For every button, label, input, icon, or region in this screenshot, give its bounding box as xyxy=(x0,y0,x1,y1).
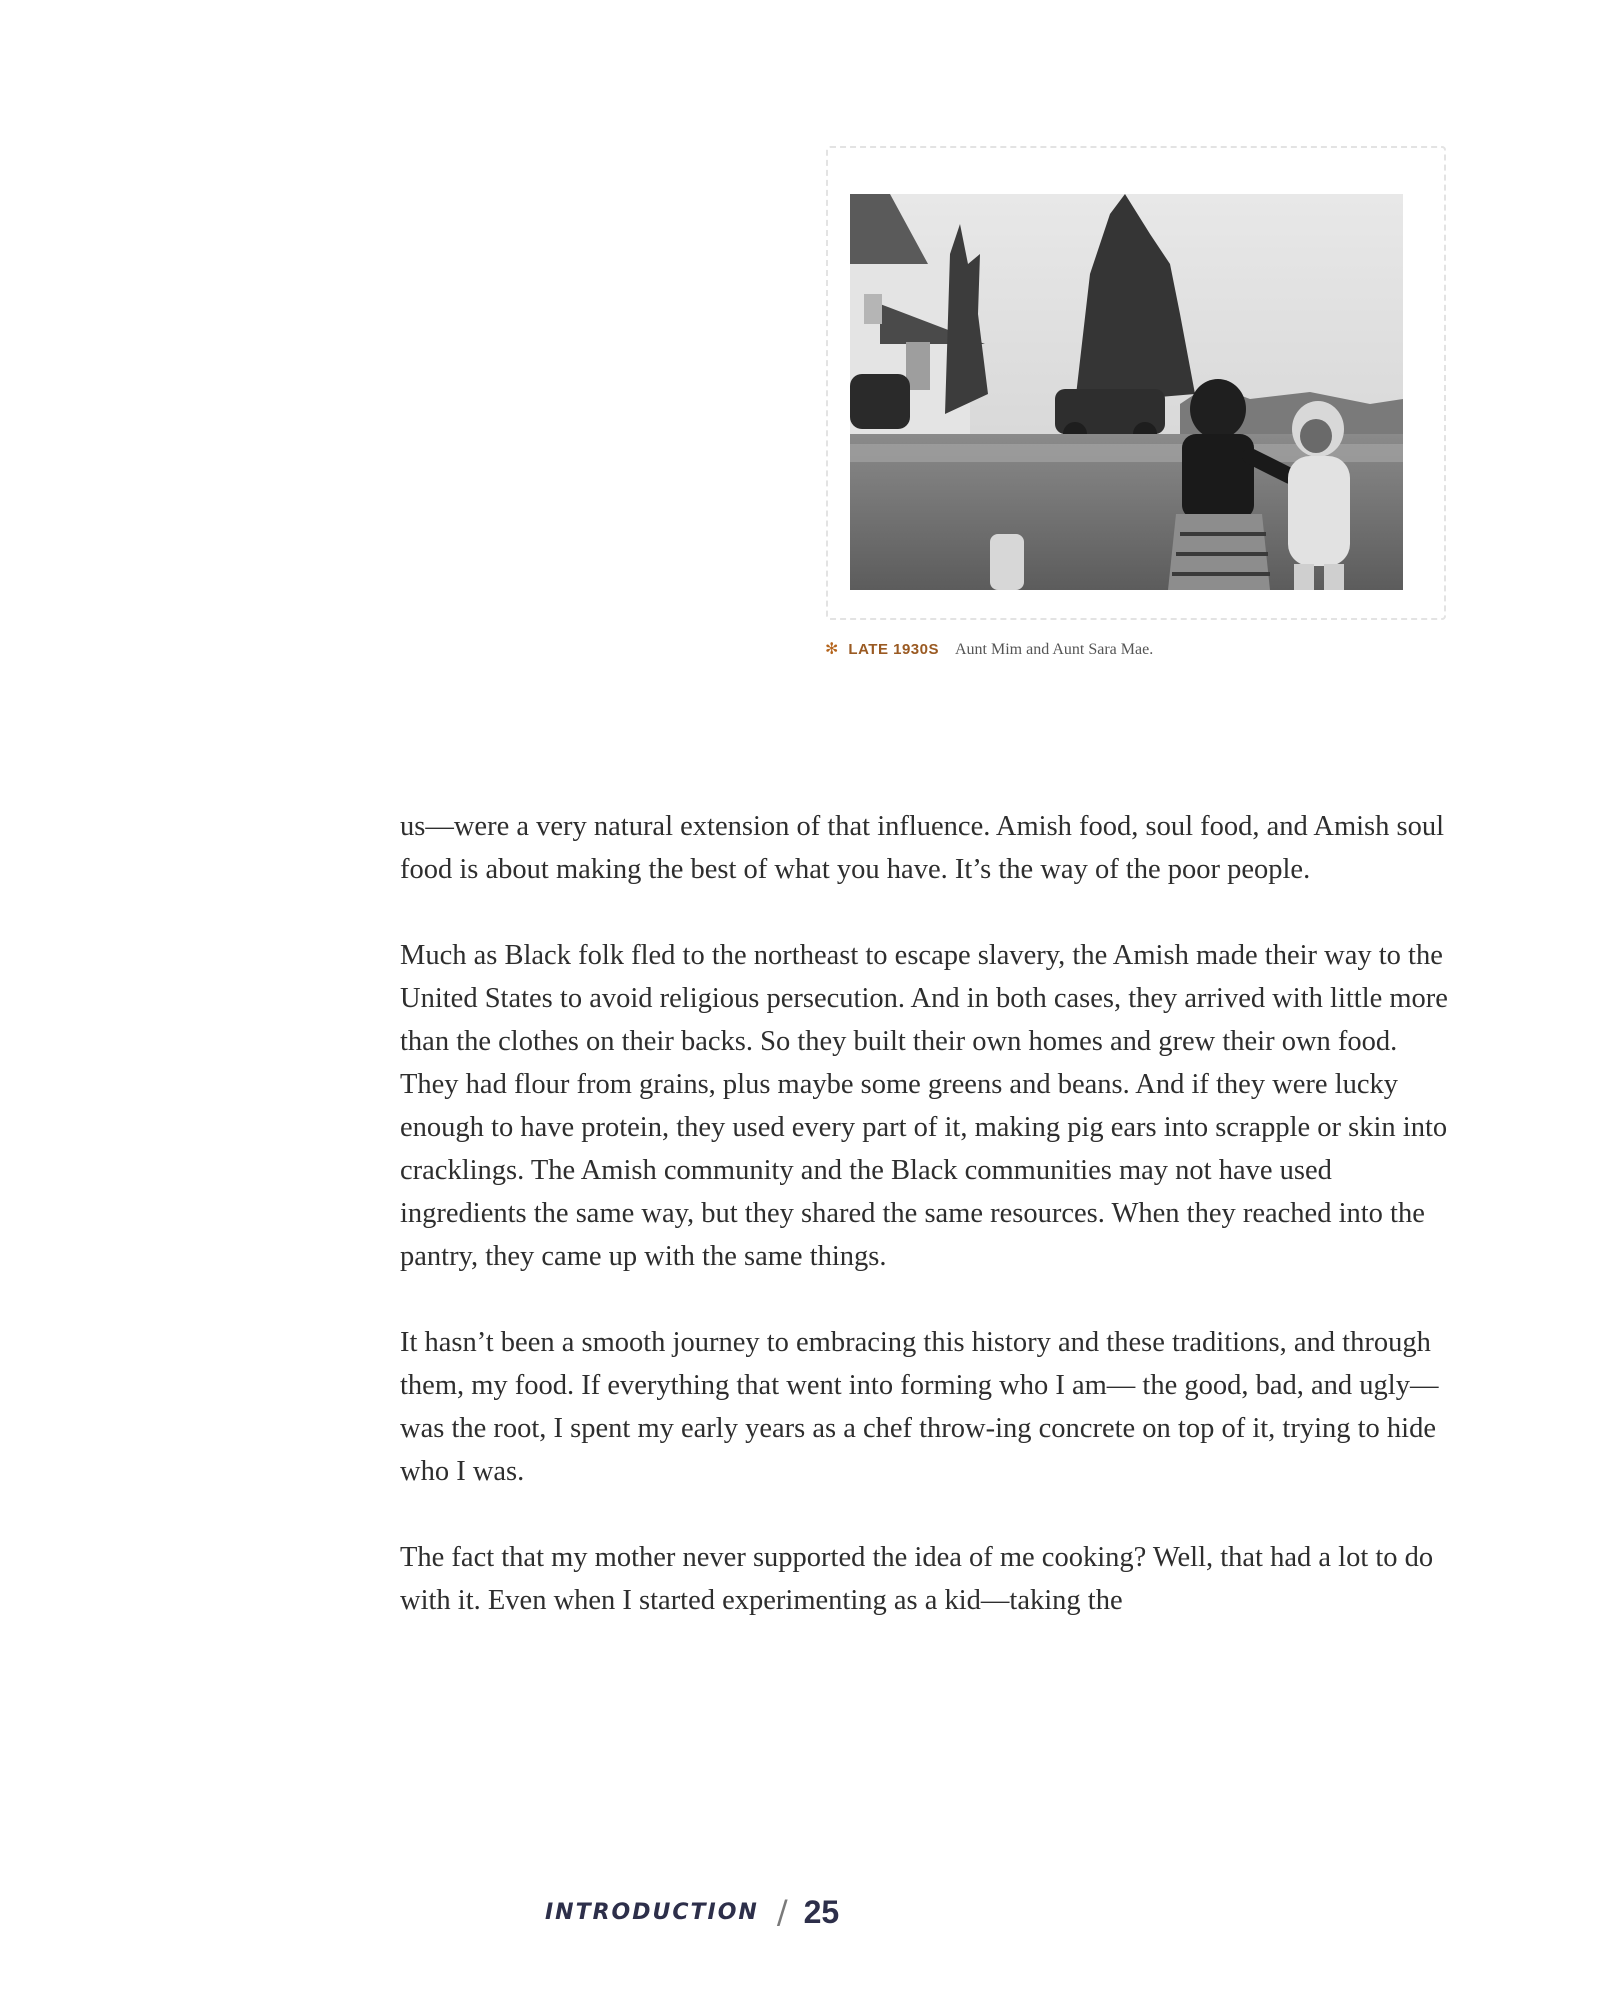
child-1-head xyxy=(1190,379,1246,439)
child-1-body xyxy=(1182,434,1254,519)
caption-era: LATE 1930S xyxy=(848,641,939,658)
paragraph: us—were a very natural extension of that influence. Amish food, soul food, and Amish soul food is about making the best of what you have. It’s the way of the poor people. xyxy=(400,811,1445,885)
page-number: 25 xyxy=(803,1893,840,1930)
child-2-body xyxy=(1288,456,1350,566)
photo-caption xyxy=(825,637,1465,661)
car-left xyxy=(850,374,910,429)
footer-separator: / xyxy=(776,1893,788,1931)
paragraph: It hasn’t been a smooth journey to embracing this history and these traditions, and through them, my food. If everything that went into forming who I am— the good, bad, and ugly—was the root, I spent my early years as a chef throw-ing concrete on top of it, trying to hide who I was. xyxy=(400,1327,1439,1487)
page-footer xyxy=(545,1890,839,1934)
post xyxy=(990,534,1024,590)
caption-text: Aunt Mim and Aunt Sara Mae. xyxy=(955,641,1154,658)
historic-photo xyxy=(850,194,1403,590)
body-text xyxy=(400,805,1460,1665)
paragraph: Much as Black folk fled to the northeast to escape slavery, the Amish made their way to the United States to avoid religious persecution. And in both cases, they arrived with little more than the clothes on their backs. So they built their own homes and grew their own food. They had flour from grains, plus maybe some greens and beans. And if they were lucky enough to have protein, they used every part of it, making pig ears into scrapple or skin into cracklings. The Amish community and the Black communities may not have used ingredients the same way, but they shared the same resources. When they reached into the pantry, they came up with the same things. xyxy=(400,940,1448,1272)
photo-illustration xyxy=(850,194,1403,590)
paragraph: The fact that my mother never supported the idea of me cooking? Well, that had a lot to do with it. Even when I started experimenting as a kid—taking the xyxy=(400,1542,1434,1616)
snowflake-icon: ✻ xyxy=(825,639,839,658)
section-title: INTRODUCTION xyxy=(545,1899,759,1925)
